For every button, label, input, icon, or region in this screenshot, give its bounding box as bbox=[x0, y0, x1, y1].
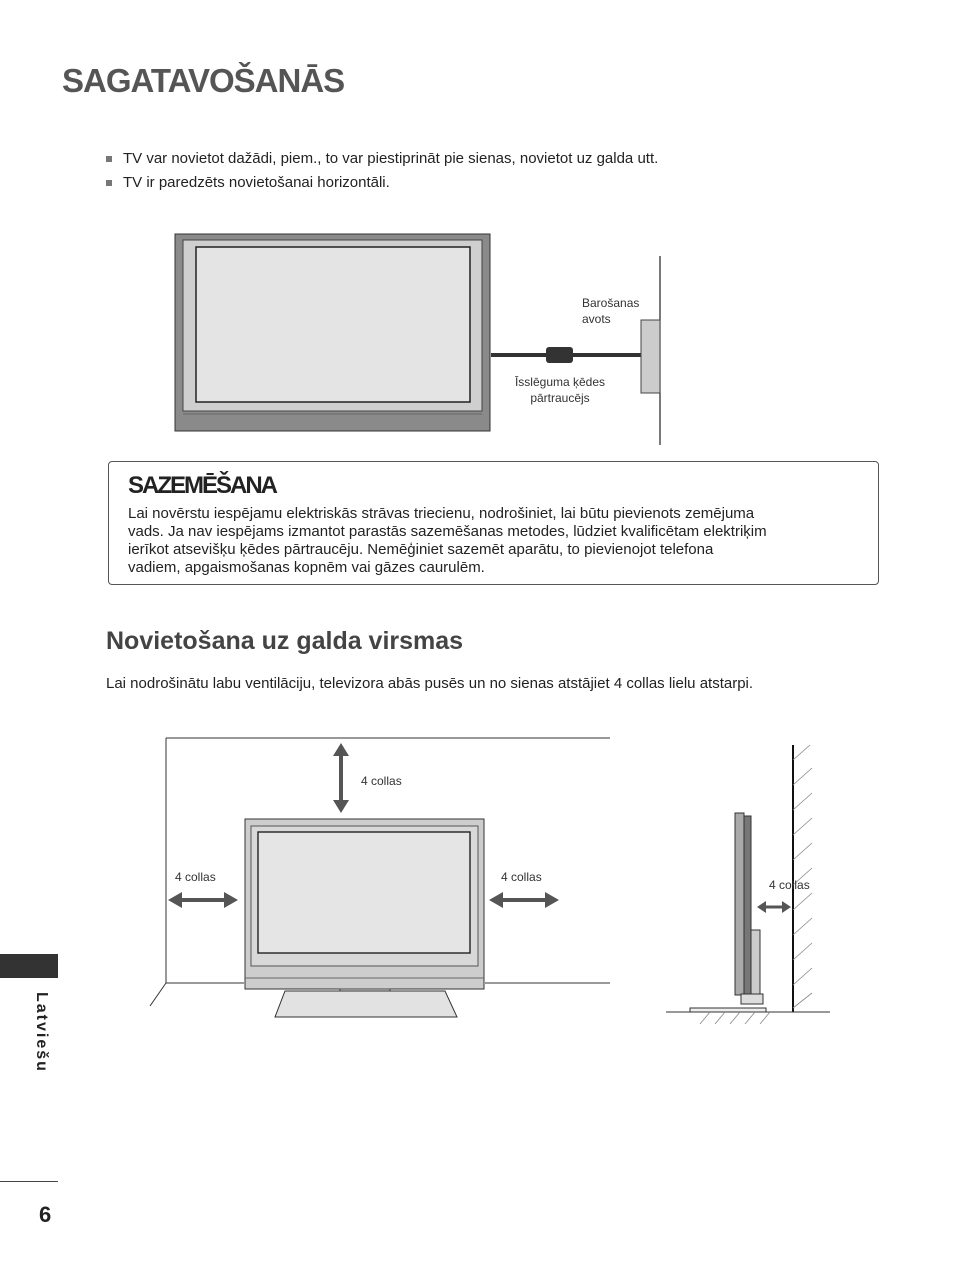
section-body: Lai nodrošinātu labu ventilāciju, televizora abās pusēs un no sienas atstājiet 4 collas lielu atstarpi. bbox=[106, 675, 754, 692]
desk-tv-illustration bbox=[245, 819, 484, 1017]
power-source-label bbox=[582, 295, 639, 327]
language-tab bbox=[0, 954, 58, 978]
section-title: Novietošana uz galda virsmas bbox=[106, 627, 464, 655]
wall-clearance-label: 4 collas bbox=[769, 878, 810, 892]
language-label: Latviešu bbox=[33, 992, 50, 1073]
page-number: 6 bbox=[39, 1202, 52, 1227]
right-clearance-label: 4 collas bbox=[501, 870, 542, 884]
top-clearance-label: 4 collas bbox=[361, 774, 402, 788]
wall-clearance-arrow-icon bbox=[757, 901, 791, 913]
left-clearance-arrow-icon bbox=[168, 892, 238, 908]
label-line: avots bbox=[582, 312, 611, 326]
grounding-body bbox=[128, 505, 863, 577]
wall-tv-illustration bbox=[175, 234, 490, 431]
right-clearance-arrow-icon bbox=[489, 892, 559, 908]
body-line: Lai novērstu iespējamu elektriskās strāvas triecienu, nodrošiniet, lai būtu pievienots zemējuma bbox=[128, 505, 755, 522]
body-line: vads. Ja nav iespējams izmantot parastās sazemēšanas metodes, lūdziet kvalificētam elektriķim bbox=[128, 523, 767, 540]
label-line: pārtraucējs bbox=[530, 391, 590, 405]
footer-rule bbox=[0, 1181, 58, 1182]
label-line: Īsslēguma ķēdes bbox=[514, 375, 606, 389]
label-line: Barošanas bbox=[582, 296, 640, 310]
wall-outlet-icon bbox=[641, 320, 660, 393]
breaker-label bbox=[510, 374, 610, 406]
top-clearance-arrow-icon bbox=[333, 743, 349, 813]
page-title: SAGATAVOŠANĀS bbox=[62, 62, 345, 99]
bullet-text: TV var novietot dažādi, piem., to var piestiprināt pie sienas, novietot uz galda utt. bbox=[123, 150, 659, 167]
left-clearance-label: 4 collas bbox=[175, 870, 216, 884]
power-cable-illustration bbox=[491, 256, 660, 445]
grounding-title: SAZEMĒŠANA bbox=[128, 472, 277, 499]
body-line: vadiem, apgaismošanas kopnēm vai gāzes caurulēm. bbox=[128, 559, 485, 576]
body-line: ierīkot atsevišķu ķēdes pārtraucēju. Nemēģiniet sazemēt aparātu, to pievienojot telefona bbox=[128, 541, 714, 558]
bullet-text: TV ir paredzēts novietošanai horizontāli. bbox=[123, 174, 390, 191]
